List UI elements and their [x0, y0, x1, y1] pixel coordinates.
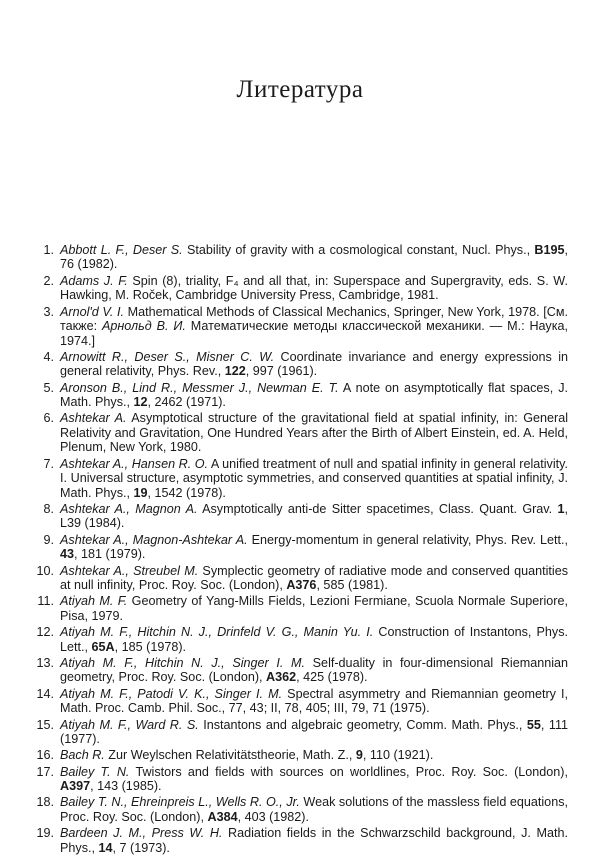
reference-item: [30, 765, 568, 794]
reference-volume: 9: [355, 748, 363, 763]
reference-item: [30, 411, 568, 454]
reference-authors: Bach R.: [60, 748, 105, 763]
reference-authors: Bailey T. N.: [60, 764, 130, 779]
reference-text: Symplectic geometry of radiative mode and conserved quantities at null infinity, Proc. Roy. Soc. (London),: [60, 563, 568, 592]
reference-number: 10.: [36, 563, 54, 578]
reference-text: A unified treatment of null and spatial infinity in general relativity. I. Universal structure, asymptotic symmetries, and conserved quantities at spatial infinity, J. Math. Phys.,: [60, 456, 569, 500]
reference-item: [30, 656, 568, 685]
reference-item: [30, 457, 568, 500]
reference-volume: A397: [60, 779, 91, 794]
reference-authors: Abbott L. F., Deser S.: [60, 243, 183, 257]
reference-volume: B195: [534, 243, 565, 257]
reference-text-end: , 2462 (1971).: [147, 395, 226, 410]
reference-text: Mathematical Methods of Classical Mechanics, Springer, New York, 1978. [См. также:: [60, 304, 568, 334]
reference-item: [30, 625, 568, 654]
reference-authors: Adams J. F.: [60, 273, 128, 288]
reference-number: 18.: [36, 795, 54, 810]
reference-text: Radiation fields in the Schwarzschild background, J. Math. Phys.,: [60, 826, 568, 855]
reference-number: 17.: [36, 764, 54, 779]
reference-volume: 122: [224, 364, 246, 379]
page-title: Литература: [236, 76, 364, 103]
reference-volume: 43: [60, 547, 75, 562]
reference-authors-secondary: Арнольд В. И.: [101, 319, 186, 334]
reference-authors: Bardeen J. M., Press W. H.: [60, 826, 223, 841]
reference-text-end: , 111 (1977).: [60, 717, 569, 746]
reference-authors: Aronson B., Lind R., Messmer J., Newman E. T.: [60, 380, 339, 395]
reference-volume: 12: [133, 395, 148, 410]
reference-volume: 14: [98, 840, 113, 855]
reference-volume: 55: [526, 717, 541, 732]
reference-number: 5.: [43, 380, 54, 395]
reference-item: [30, 826, 568, 855]
reference-item: [30, 305, 568, 348]
reference-text-end: , 185 (1978).: [114, 639, 187, 654]
reference-volume: 1: [557, 501, 565, 516]
reference-number: 2.: [43, 273, 54, 288]
reference-item: [30, 718, 568, 747]
reference-number: 6.: [43, 411, 54, 426]
reference-number: 13.: [36, 655, 54, 670]
reference-number: 1.: [43, 243, 54, 257]
reference-item: [30, 564, 568, 593]
reference-text: Construction of Instantons, Phys. Lett.,: [60, 625, 568, 654]
reference-item: [30, 381, 568, 410]
reference-text-end: , 425 (1978).: [296, 670, 368, 685]
reference-item: [30, 533, 568, 562]
reference-text-middle: Математические методы классической механики. — М.: Наука, 1974.]: [60, 319, 569, 348]
reference-authors: Atiyah M. F., Hitchin N. J., Singer I. M.: [60, 655, 306, 670]
reference-authors: Ashtekar A., Magnon-Ashtekar A.: [60, 532, 248, 547]
reference-text: Instantons and algebraic geometry, Comm. Math. Phys.,: [198, 717, 527, 732]
reference-text: Geometry of Yang-Mills Fields, Lezioni Fermiane, Scuola Normale Superiore, Pisa, 1979.: [60, 594, 568, 623]
reference-item: [30, 594, 568, 623]
reference-authors: Ashtekar A., Streubel M.: [60, 563, 199, 578]
reference-number: 14.: [36, 686, 54, 701]
reference-text: Spectral asymmetry and Riemannian geometry I, Math. Proc. Camb. Phil. Soc., 77, 43; II, 78, 405; III, 79, 71 (1975).: [60, 686, 569, 716]
reference-text-end: , 110 (1921).: [362, 748, 434, 763]
reference-text: Weak solutions of the massless field equations, Proc. Roy. Soc. (London),: [60, 795, 568, 824]
reference-text-end: , 181 (1979).: [74, 547, 146, 562]
reference-number: 19.: [36, 826, 54, 841]
reference-text-end: , 1542 (1978).: [147, 485, 226, 500]
reference-item: [30, 687, 568, 716]
reference-authors: Arnol'd V. I.: [60, 304, 125, 319]
reference-number: 12.: [36, 625, 54, 640]
reference-text: Spin (8), triality, F₄ and all that, in: Superspace and Supergravity, eds. S. W. Hawking, M. Roček, Cambridge University Press, Cambridge, 1981.: [60, 273, 568, 303]
reference-number: 3.: [43, 304, 54, 319]
reference-text-end: , 585 (1981).: [316, 577, 388, 592]
reference-text: Zur Weylschen Relativitätstheorie, Math. Z.,: [104, 748, 356, 763]
reference-text: Self-duality in four-dimensional Riemannian geometry, Proc. Roy. Soc. (London),: [60, 655, 569, 685]
reference-number: 11.: [37, 594, 54, 609]
reference-text-end: , L39 (1984).: [60, 501, 568, 531]
reference-authors: Ashtekar A., Hansen R. O.: [60, 456, 209, 471]
reference-authors: Atiyah M. F., Hitchin N. J., Drinfeld V. G., Manin Yu. I.: [60, 625, 374, 640]
reference-number: 4.: [43, 349, 54, 364]
reference-text: Stability of gravity with a cosmological constant, Nucl. Phys.,: [182, 243, 535, 257]
reference-item: [30, 748, 568, 762]
reference-text: Energy-momentum in general relativity, Phys. Rev. Lett.,: [247, 532, 568, 547]
reference-item: [30, 274, 568, 303]
reference-volume: 19: [133, 485, 148, 500]
reference-text-end: , 403 (1982).: [237, 809, 309, 824]
reference-text-end: , 76 (1982).: [60, 243, 569, 272]
reference-text: Asymptotically anti-de Sitter spacetimes, Class. Quant. Grav.: [197, 501, 558, 516]
reference-authors: Atiyah M. F., Ward R. S.: [60, 717, 199, 732]
reference-list: [30, 243, 568, 857]
reference-authors: Ashtekar A., Magnon A.: [60, 501, 198, 516]
reference-text-end: , 7 (1973).: [112, 840, 170, 855]
reference-item: [30, 502, 568, 531]
reference-authors: Atiyah M. F., Patodi V. K., Singer I. M.: [60, 686, 283, 701]
reference-text-end: , 143 (1985).: [90, 779, 162, 794]
reference-authors: Atiyah M. F.: [60, 594, 128, 609]
reference-item: [30, 243, 568, 272]
reference-number: 7.: [43, 456, 54, 471]
reference-authors: Ashtekar A.: [60, 411, 127, 426]
reference-item: [30, 795, 568, 824]
reference-volume: A384: [207, 809, 238, 824]
reference-text: Coordinate invariance and energy expressions in general relativity, Phys. Rev.,: [60, 349, 568, 379]
reference-volume: A362: [266, 670, 297, 685]
reference-text: Twistors and fields with sources on worldlines, Proc. Roy. Soc. (London),: [129, 764, 568, 779]
reference-number: 16.: [36, 748, 54, 763]
reference-volume: 65A: [91, 639, 115, 654]
reference-number: 15.: [36, 717, 54, 732]
reference-number: 8.: [43, 501, 54, 516]
reference-text: A note on asymptotically flat spaces, J. Math. Phys.,: [60, 380, 568, 410]
reference-text: Asymptotical structure of the gravitational field at spatial infinity, in: General Relativity and Gravitation, One Hundred Years after the Birth of Albert Einstein, ed. A. Held, Plenum, New York, 1980.: [60, 411, 568, 455]
reference-authors: Bailey T. N., Ehreinpreis L., Wells R. O., Jr.: [60, 795, 300, 810]
reference-item: [30, 350, 568, 379]
reference-text-end: , 997 (1961).: [245, 364, 318, 379]
reference-authors: Arnowitt R., Deser S., Misner C. W.: [60, 349, 275, 364]
reference-number: 9.: [43, 532, 54, 547]
reference-volume: A376: [286, 577, 317, 592]
